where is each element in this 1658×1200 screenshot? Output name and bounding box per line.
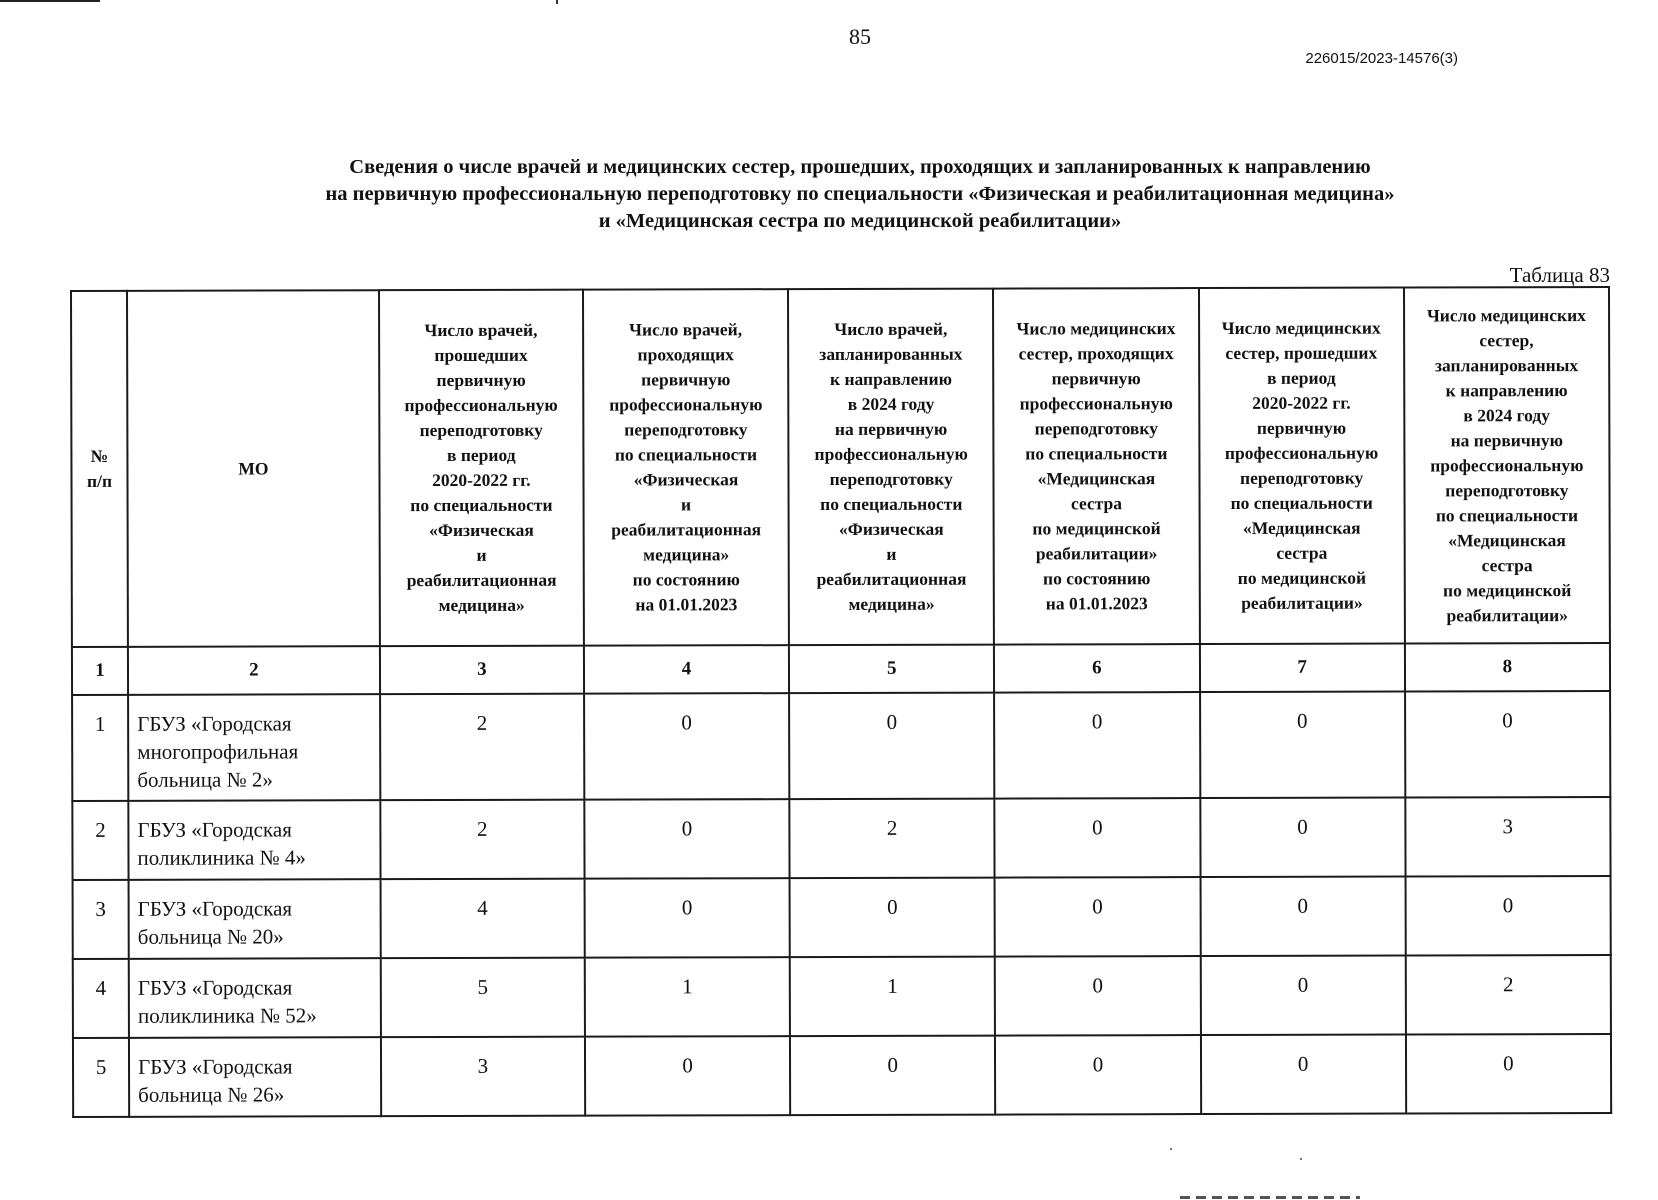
value-cell: 0 [1200, 1035, 1405, 1115]
title-line-1: Сведения о числе врачей и медицинских сестер, прошедших, проходящих и запланированных к направлению [349, 156, 1371, 178]
column-number-cell: 3 [380, 646, 584, 695]
data-table [70, 286, 1612, 1118]
value-cell: 1 [585, 957, 790, 1037]
value-cell: 3 [381, 1037, 585, 1117]
row-number-cell: 5 [73, 1038, 129, 1117]
document-title [180, 154, 1540, 235]
value-cell: 0 [1406, 1034, 1611, 1114]
table-label: Таблица 83 [1509, 263, 1610, 287]
value-cell: 0 [1200, 798, 1405, 878]
column-number-cell: 1 [72, 647, 128, 695]
document-id: 226015/2023-14576(3) [1305, 50, 1458, 67]
table-row [73, 955, 1611, 1038]
table-row [72, 691, 1610, 801]
value-cell: 0 [1405, 876, 1610, 956]
value-cell: 4 [380, 879, 584, 959]
value-cell: 0 [994, 692, 1199, 799]
value-cell: 0 [585, 1036, 790, 1116]
header-cell-number: № п/п [71, 291, 128, 647]
column-number-cell: 5 [789, 645, 994, 694]
column-number-cell: 7 [1199, 644, 1404, 693]
value-cell: 0 [995, 877, 1200, 957]
header-cell-mo: МО [127, 290, 380, 647]
column-number-cell: 6 [994, 644, 1199, 693]
value-cell: 0 [1405, 691, 1611, 798]
value-cell: 1 [790, 957, 995, 1037]
value-cell: 0 [584, 799, 789, 879]
value-cell: 2 [380, 800, 584, 880]
value-cell: 0 [790, 1036, 995, 1116]
column-number-cell: 2 [128, 646, 380, 695]
column-number-cell: 4 [584, 645, 789, 694]
organization-name-cell: ГБУЗ «Городская многопрофильная больница № 2» [128, 694, 380, 801]
organization-name-cell: ГБУЗ «Городская поликлиника № 4» [128, 800, 380, 880]
organization-name-cell: ГБУЗ «Городская больница № 20» [129, 879, 381, 959]
value-cell: 2 [1405, 955, 1610, 1035]
value-cell: 0 [790, 878, 995, 958]
value-cell: 0 [995, 798, 1200, 878]
value-cell: 0 [584, 693, 789, 800]
value-cell: 5 [381, 958, 585, 1038]
column-number-row [72, 643, 1610, 695]
column-number-cell: 8 [1405, 643, 1610, 692]
header-cell-doctors-completed: Число врачей, прошедших первичную профессиональную переподготовку в период 2020-2022 гг. по специальности «Физическая и реабилитационная медицина» [379, 290, 584, 647]
table-row [73, 876, 1611, 959]
header-cell-doctors-in-progress: Число врачей, проходящих первичную профессиональную переподготовку по специальности «Физическая и реабилитационная медицина» по состоянию на 01.01.2023 [583, 289, 789, 646]
value-cell: 0 [995, 956, 1200, 1036]
value-cell: 0 [995, 1035, 1200, 1115]
value-cell: 0 [584, 878, 789, 958]
table-row [72, 797, 1610, 880]
header-cell-doctors-planned: Число врачей, запланированных к направлению в 2024 году на первичную профессиональную переподготовку по специальности «Физическая и реабилитационная медицина» [788, 289, 994, 646]
row-number-cell: 3 [73, 880, 129, 959]
title-line-2: на первичную профессиональную переподготовку по специальности «Физическая и реабилитационная медицина» [325, 183, 1395, 205]
value-cell: 3 [1405, 797, 1610, 877]
page-number: 85 [849, 24, 871, 49]
table-row [73, 1034, 1611, 1117]
organization-name-cell: ГБУЗ «Городская поликлиника № 52» [129, 958, 381, 1038]
scan-bottom-marks [1180, 1196, 1360, 1199]
value-cell: 0 [1200, 956, 1405, 1036]
value-cell: 2 [789, 799, 994, 879]
value-cell: 0 [1200, 877, 1405, 957]
top-edge-mark [556, 0, 558, 4]
top-edge-rule [0, 0, 100, 2]
row-number-cell: 1 [72, 695, 128, 801]
value-cell: 0 [789, 693, 994, 800]
title-line-3: и «Медицинская сестра по медицинской реабилитации» [598, 210, 1122, 232]
row-number-cell: 2 [72, 801, 128, 880]
header-cell-nurses-in-progress: Число медицинских сестер, проходящих первичную профессиональную переподготовку по специальности «Медицинская сестра по медицинской реабилитации» по состоянию на 01.01.2023 [993, 288, 1199, 645]
table-header-row [71, 287, 1610, 647]
organization-name-cell: ГБУЗ «Городская больница № 26» [129, 1037, 381, 1117]
value-cell: 2 [380, 694, 584, 801]
row-number-cell: 4 [73, 959, 129, 1038]
header-cell-nurses-planned: Число медицинских сестер, запланированных к направлению в 2024 году на первичную профессиональную переподготовку по специальности «Медицинская сестра по медицинской реабилитации» [1404, 287, 1610, 644]
value-cell: 0 [1200, 692, 1405, 799]
header-cell-nurses-completed: Число медицинских сестер, прошедших в период 2020-2022 гг. первичную профессиональную переподготовку по специальности «Медицинская сестра по медицинской реабилитации» [1199, 288, 1405, 645]
